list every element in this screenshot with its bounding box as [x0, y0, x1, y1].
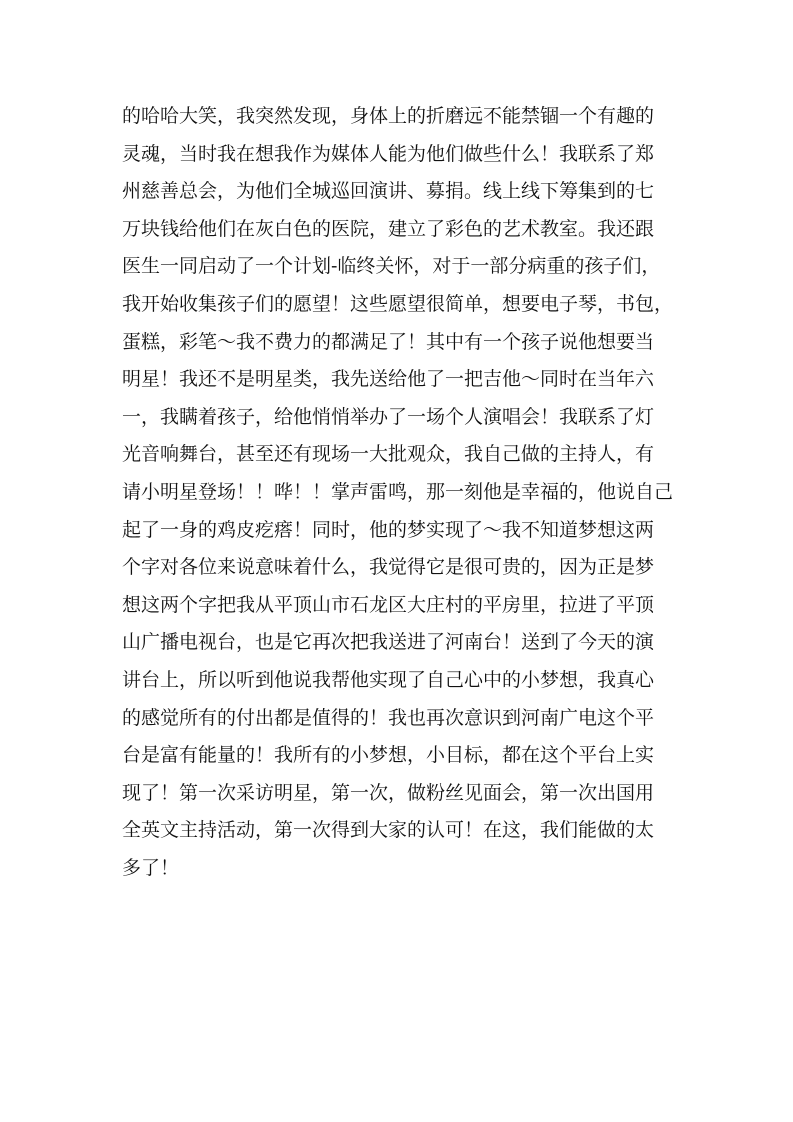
text-line: 一，我瞒着孩子，给他悄悄举办了一场个人演唱会！我联系了灯 — [122, 405, 655, 428]
text-line: 光音响舞台，甚至还有现场一大批观众，我自己做的主持人，有 — [122, 443, 655, 466]
text-line: 州慈善总会，为他们全城巡回演讲、募捐。线上线下筹集到的七 — [122, 180, 655, 203]
text-line: 现了！第一次采访明星，第一次，做粉丝见面会，第一次出国用 — [122, 781, 655, 804]
text-line: 我开始收集孩子们的愿望！这些愿望很简单，想要电子琴，书包， — [122, 292, 674, 315]
text-line: 讲台上，所以听到他说我帮他实现了自己心中的小梦想，我真心 — [122, 668, 655, 691]
text-line: 多了！ — [122, 856, 180, 879]
text-line: 万块钱给他们在灰白色的医院，建立了彩色的艺术教室。我还跟 — [122, 217, 655, 240]
text-line: 全英文主持活动，第一次得到大家的认可！在这，我们能做的太 — [122, 819, 655, 842]
text-line: 蛋糕，彩笔～我不费力的都满足了！其中有一个孩子说他想要当 — [122, 330, 655, 353]
text-line: 台是富有能量的！我所有的小梦想，小目标，都在这个平台上实 — [122, 744, 655, 767]
text-line: 起了一身的鸡皮疙瘩！同时，他的梦实现了～我不知道梦想这两 — [122, 518, 655, 541]
text-line: 个字对各位来说意味着什么，我觉得它是很可贵的，因为正是梦 — [122, 556, 655, 579]
text-line: 的哈哈大笑，我突然发现，身体上的折磨远不能禁锢一个有趣的 — [122, 105, 655, 127]
text-line: 灵魂，当时我在想我作为媒体人能为他们做些什么！我联系了郑 — [122, 142, 655, 165]
text-line: 请小明星登场！！哗！！掌声雷鸣，那一刻他是幸福的，他说自己 — [122, 480, 674, 503]
text-line: 明星！我还不是明星类，我先送给他了一把吉他～同时在当年六 — [122, 368, 655, 391]
body-text — [122, 98, 682, 887]
text-line: 医生一同启动了一个计划-临终关怀，对于一部分病重的孩子们， — [122, 255, 661, 278]
text-line: 山广播电视台，也是它再次把我送进了河南台！送到了今天的演 — [122, 631, 655, 654]
text-line: 的感觉所有的付出都是值得的！我也再次意识到河南广电这个平 — [122, 706, 655, 729]
text-line: 想这两个字把我从平顶山市石龙区大庄村的平房里，拉进了平顶 — [122, 593, 655, 616]
